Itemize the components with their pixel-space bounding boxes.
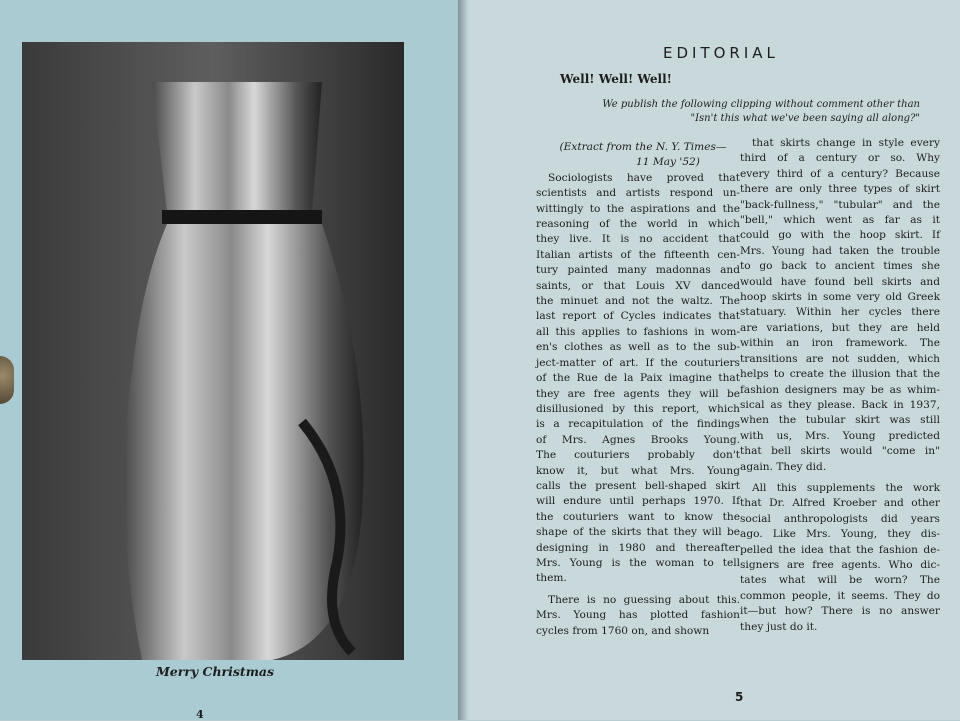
- text-line: that bell skirts would "come in": [740, 445, 940, 458]
- text-line: will endure until perhaps 1970. If: [536, 495, 740, 508]
- text-line: saints, or that Louis XV danced: [536, 279, 740, 292]
- text-line: they just do it.: [740, 620, 818, 633]
- text-line: Sociologists have proved that: [548, 171, 740, 184]
- text-line: Mrs. Young is the woman to tell: [536, 556, 740, 569]
- text-line: there are only three types of skirt: [740, 183, 940, 196]
- text-column-left: [536, 140, 740, 639]
- page-number-left: 4: [196, 708, 204, 721]
- text-line: last report of Cycles indicates that: [536, 310, 740, 323]
- text-line: transitions are not sudden, which: [740, 352, 940, 365]
- column-paragraph: [536, 593, 740, 639]
- text-line: scientists and artists respond un-: [536, 187, 740, 200]
- text-line: common people, it seems. They do: [740, 589, 940, 602]
- section-title: EDITORIAL: [663, 44, 779, 62]
- text-line: pelled the idea that the fashion de-: [740, 543, 940, 556]
- text-line: third of a century or so. Why: [740, 152, 940, 165]
- text-line: it—but how? There is no answer: [740, 605, 940, 618]
- text-line: all this applies to fashions in wom-: [536, 325, 740, 338]
- text-line: fashion designers may be as whim-: [740, 383, 940, 396]
- text-line: shape of the skirts that they will be: [536, 526, 740, 539]
- text-line: cycles from 1760 on, and shown: [536, 624, 710, 637]
- text-line: every third of a century? Because: [740, 167, 940, 180]
- text-line: helps to create the illusion that the: [740, 368, 940, 381]
- text-line: are variations, but they are held: [740, 321, 940, 334]
- text-line: is a recapitulation of the findings: [536, 418, 740, 431]
- photo-caption: Merry Christmas: [155, 664, 275, 679]
- text-line: There is no guessing about this.: [548, 593, 740, 606]
- text-line: Mrs. Young had taken the trouble: [740, 244, 940, 257]
- text-line: "back-fullness," "tubular" and the: [740, 198, 940, 211]
- text-line: calls the present bell-shaped skirt: [536, 479, 740, 492]
- source-line: 11 May '52): [636, 156, 700, 169]
- text-line: of the Rue de la Paix imagine that: [536, 372, 740, 385]
- source-line: (Extract from the N. Y. Times—: [559, 141, 727, 153]
- text-line: within an iron framework. The: [740, 337, 940, 350]
- text-line: to go back to ancient times she: [740, 260, 940, 273]
- text-line: signers are free agents. Who dic-: [740, 558, 940, 571]
- right-page: [470, 0, 960, 720]
- column-paragraph: [536, 171, 740, 587]
- text-line: ject-matter of art. If the couturiers: [536, 356, 740, 369]
- text-line: The couturiers probably don't: [536, 449, 740, 462]
- text-line: them.: [536, 572, 567, 585]
- text-line: they live. It is no accident that: [536, 233, 740, 246]
- text-column-right: [740, 136, 940, 635]
- text-line: hoop skirts in some very old Greek: [740, 291, 940, 304]
- text-line: All this supplements the work: [752, 481, 940, 494]
- page-number-right: 5: [735, 690, 744, 704]
- text-line: tates what will be worn? The: [740, 574, 940, 587]
- column-paragraph: [740, 481, 940, 635]
- column-paragraph: [740, 136, 940, 475]
- text-line: statuary. Within her cycles there: [740, 306, 940, 319]
- text-line: know it, but what Mrs. Young: [536, 464, 740, 477]
- dress-photograph: [22, 42, 404, 660]
- dress-illustration: [22, 42, 404, 660]
- text-line: they are free agents they will be: [536, 387, 740, 400]
- text-line: reasoning of the world in which: [536, 218, 740, 231]
- text-line: en's clothes as well as to the sub-: [536, 341, 740, 354]
- text-line: wittingly to the aspirations and the: [536, 202, 740, 215]
- intro-line: We publish the following clipping without comment other than: [602, 99, 920, 110]
- left-page: [0, 0, 470, 720]
- text-line: sical as they please. Back in 1937,: [740, 398, 940, 411]
- text-line: designing in 1980 and thereafter: [536, 541, 740, 554]
- text-line: disillusioned by this report, which: [536, 402, 740, 415]
- intro-note: [550, 98, 920, 126]
- article-headline: Well! Well! Well!: [560, 72, 672, 86]
- intro-line: "Isn't this what we've been saying all along?": [690, 113, 920, 124]
- text-line: social anthropologists did years: [740, 512, 940, 525]
- text-line: "bell," which went as far as it: [740, 214, 940, 227]
- text-line: ago. Like Mrs. Young, they dis-: [740, 528, 940, 541]
- text-line: Mrs. Young has plotted fashion: [536, 609, 740, 622]
- text-line: the couturiers want to know the: [536, 510, 740, 523]
- text-line: tury painted many madonnas and: [536, 264, 740, 277]
- text-line: would have found bell skirts and: [740, 275, 940, 288]
- text-line: of Mrs. Agnes Brooks Young.: [536, 433, 740, 446]
- binder-knob: [0, 356, 14, 404]
- text-line: again. They did.: [740, 460, 827, 473]
- text-line: when the tubular skirt was still: [740, 414, 940, 427]
- text-line: the minuet and not the waltz. The: [536, 295, 740, 308]
- text-line: with us, Mrs. Young predicted: [740, 429, 940, 442]
- text-line: that skirts change in style every: [752, 137, 940, 149]
- text-line: that Dr. Alfred Kroeber and other: [740, 497, 940, 510]
- text-line: could go with the hoop skirt. If: [740, 229, 940, 242]
- text-line: Italian artists of the fifteenth cen-: [536, 248, 740, 261]
